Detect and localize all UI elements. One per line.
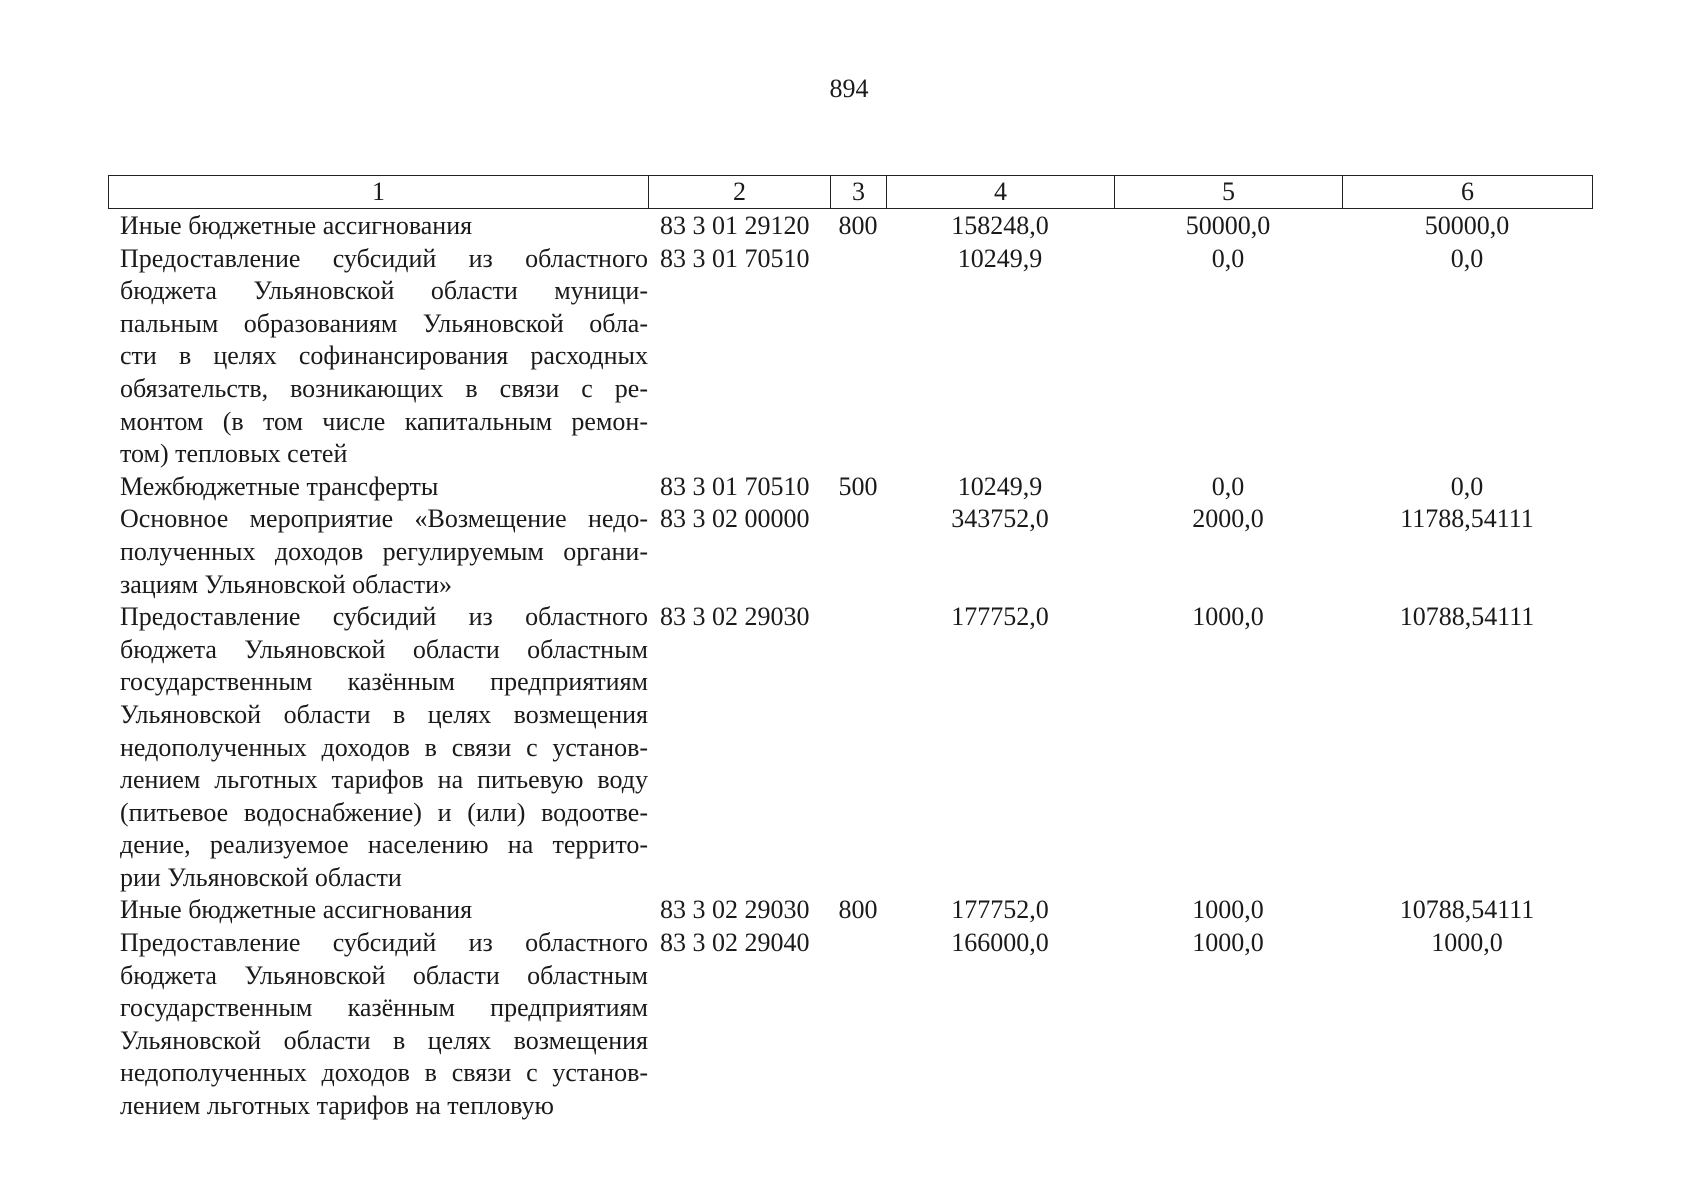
row-name-line: лением льготных тарифов на питьевую воду [120,765,648,795]
table-row [108,894,1592,927]
column-header-3: 3 [831,176,887,209]
row-value-col4: 166000,0 [951,928,1049,958]
table-header [108,175,1593,209]
row-name-line: государственным казённым предприятиям [120,667,648,697]
row-expense-type: 500 [838,471,878,501]
row-name-line: обязательств, возникающих в связи с ре- [120,373,648,403]
column-header-5: 5 [1115,176,1343,209]
row-name-line: Предоставление субсидий из областного [120,243,648,273]
row-name-line: Иные бюджетные ассигнования [120,895,473,925]
row-name-line: Межбюджетные трансферты [120,471,439,501]
row-name-line: монтом (в том числе капитальным ремон- [120,406,648,436]
table-row [108,243,1592,471]
row-value-col6: 10788,54111 [1399,602,1535,632]
row-name [108,471,648,504]
row-name-line: лением льготных тарифов на тепловую [120,1091,554,1121]
row-value-col4: 343752,0 [951,504,1049,534]
row-value-col6: 0,0 [1450,243,1484,273]
row-code: 83 3 02 29030 [660,602,810,632]
row-code: 83 3 01 29120 [660,211,810,240]
column-header-2: 2 [649,176,831,209]
row-name-line: Предоставление субсидий из областного [120,928,648,958]
row-value-col5: 50000,0 [1185,211,1271,240]
row-value-col6: 0,0 [1450,471,1484,501]
row-value-col5: 1000,0 [1192,928,1264,958]
row-name-line: (питьевое водоснабжение) и (или) водоотве- [120,797,648,827]
row-name [108,601,648,894]
table-body [108,210,1592,1123]
row-code: 83 3 01 70510 [660,471,810,501]
page-number: 894 [829,74,869,103]
row-value-col4: 158248,0 [951,211,1049,240]
row-name-line: государственным казённым предприятиям [120,993,648,1023]
row-value-col5: 1000,0 [1192,895,1264,925]
row-name-line: дение, реализуемое населению на террито- [120,830,648,860]
row-value-col6: 11788,54111 [1400,504,1534,534]
row-name [108,503,648,601]
row-name [108,927,648,1123]
row-value-col4: 10249,9 [957,243,1043,273]
row-name-line: Предоставление субсидий из областного [120,602,648,632]
row-name-line: недополученных доходов в связи с установ- [120,732,648,762]
row-value-col4: 177752,0 [951,895,1049,925]
column-header-4: 4 [887,176,1115,209]
row-name-line: бюджета Ульяновской области областным [120,634,648,664]
row-code: 83 3 02 29040 [660,928,810,958]
row-value-col4: 177752,0 [951,602,1049,632]
row-name-line: полученных доходов регулируемым органи- [120,536,648,566]
row-name-line: Иные бюджетные ассигнования [120,211,473,240]
row-name-line: Основное мероприятие «Возмещение недо- [120,504,648,534]
row-name-line: зациям Ульяновской области» [120,569,453,599]
table-row [108,503,1592,601]
column-header-1: 1 [109,176,649,209]
row-name [108,210,648,243]
row-name-line: недополученных доходов в связи с установ- [120,1058,648,1088]
table-row [108,601,1592,894]
table-row [108,927,1592,1123]
row-name-line: пальным образованиям Ульяновской обла- [120,308,648,338]
row-name-line: сти в целях софинансирования расходных [120,341,648,371]
column-header-6: 6 [1343,176,1593,209]
row-name-line: бюджета Ульяновской области муници- [120,276,648,306]
row-code: 83 3 01 70510 [660,243,810,273]
row-name-line: рии Ульяновской области [120,862,402,892]
table-row [108,471,1592,504]
row-code: 83 3 02 00000 [660,504,810,534]
row-name [108,894,648,927]
row-expense-type: 800 [838,895,878,925]
row-name [108,243,648,471]
row-value-col5: 2000,0 [1192,504,1264,534]
row-value-col6: 10788,54111 [1399,895,1535,925]
table-row [108,210,1592,243]
row-value-col6: 1000,0 [1431,928,1503,958]
row-name-line: Ульяновской области в целях возмещения [120,1025,648,1055]
row-name-line: Ульяновской области в целях возмещения [120,699,648,729]
row-name-line: том) тепловых сетей [120,439,348,469]
row-name-line: бюджета Ульяновской области областным [120,960,648,990]
row-value-col6: 50000,0 [1424,211,1510,240]
row-value-col4: 10249,9 [957,471,1043,501]
row-value-col5: 0,0 [1211,471,1245,501]
row-expense-type: 800 [838,211,878,240]
row-value-col5: 1000,0 [1192,602,1264,632]
row-code: 83 3 02 29030 [660,895,810,925]
row-value-col5: 0,0 [1211,243,1245,273]
